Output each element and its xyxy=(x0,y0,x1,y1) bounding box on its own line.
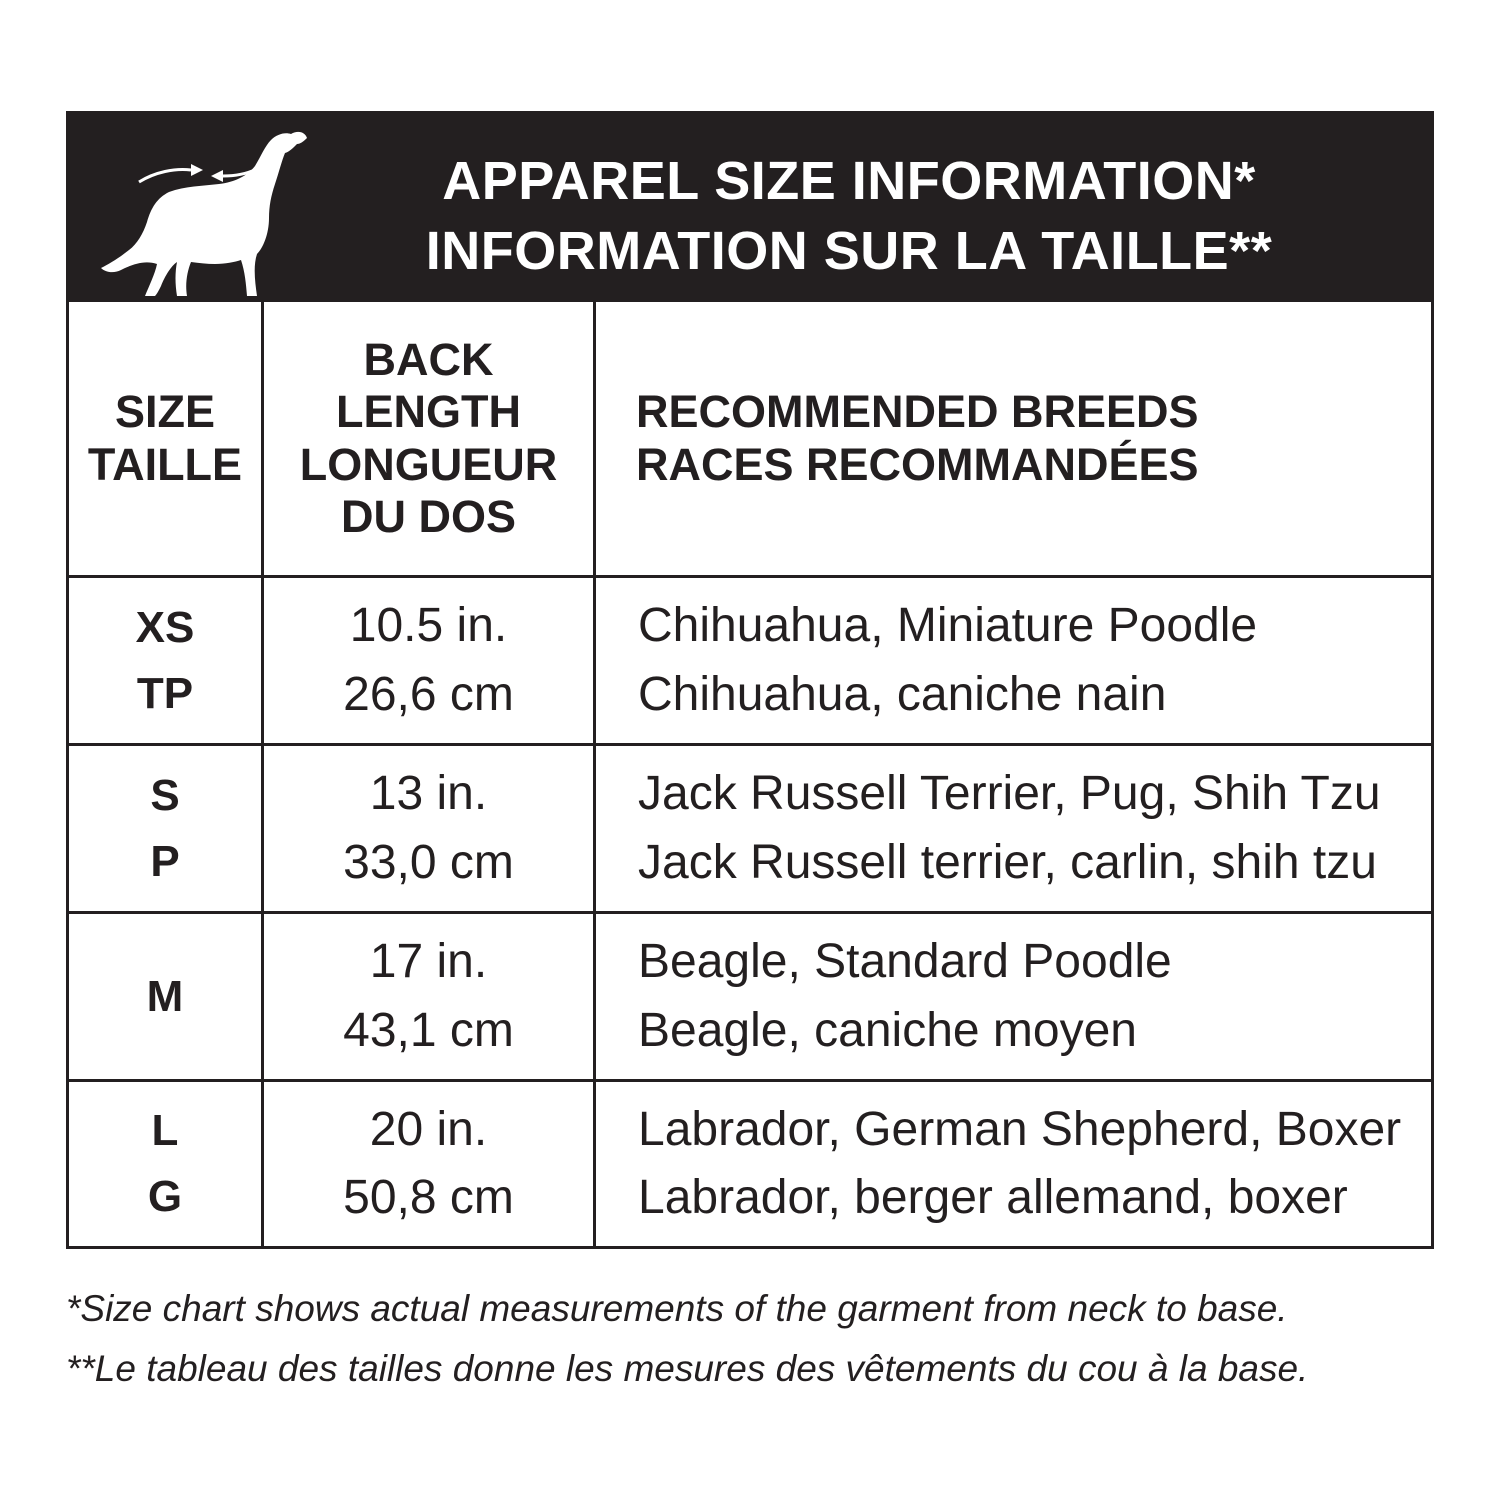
footnote-french: **Le tableau des tailles donne les mesures des vêtements du cou à la base. xyxy=(66,1348,1309,1389)
table-row-breeds: Labrador, German Shepherd, Boxer Labrador, berger allemand, boxer xyxy=(638,1102,1402,1224)
header-size: SIZE TAILLE xyxy=(87,386,243,490)
chart-header xyxy=(69,114,1431,302)
table-row-breeds: Beagle, Standard Poodle Beagle, caniche moyen xyxy=(638,935,1172,1057)
table-row-size: M xyxy=(146,971,184,1021)
title-french: INFORMATION SUR LA TAILLE** xyxy=(425,221,1273,281)
table-row-size: XS TP xyxy=(135,602,195,718)
table-row-length: 17 in. 43,1 cm xyxy=(343,935,514,1057)
size-chart xyxy=(66,111,1434,1249)
table-row-size: S P xyxy=(150,770,180,886)
table-row-size: L G xyxy=(147,1106,183,1221)
footnote-english: *Size chart shows actual measurements of the garment from neck to base. xyxy=(66,1288,1288,1329)
header-back-length: BACK LENGTH LONGUEUR DU DOS xyxy=(299,334,558,542)
table-row-length: 10.5 in. 26,6 cm xyxy=(343,599,514,721)
header-breeds: RECOMMENDED BREEDS RACES RECOMMANDÉES xyxy=(636,386,1199,490)
table-row-length: 13 in. 33,0 cm xyxy=(343,767,514,889)
table-row-breeds: Jack Russell Terrier, Pug, Shih Tzu Jack Russell terrier, carlin, shih tzu xyxy=(638,767,1381,889)
table-row-breeds: Chihuahua, Miniature Poodle Chihuahua, caniche nain xyxy=(638,599,1258,721)
dog-silhouette-icon xyxy=(99,126,309,298)
table-row-length: 20 in. 50,8 cm xyxy=(343,1102,514,1224)
title-english: APPAREL SIZE INFORMATION* xyxy=(442,151,1256,211)
